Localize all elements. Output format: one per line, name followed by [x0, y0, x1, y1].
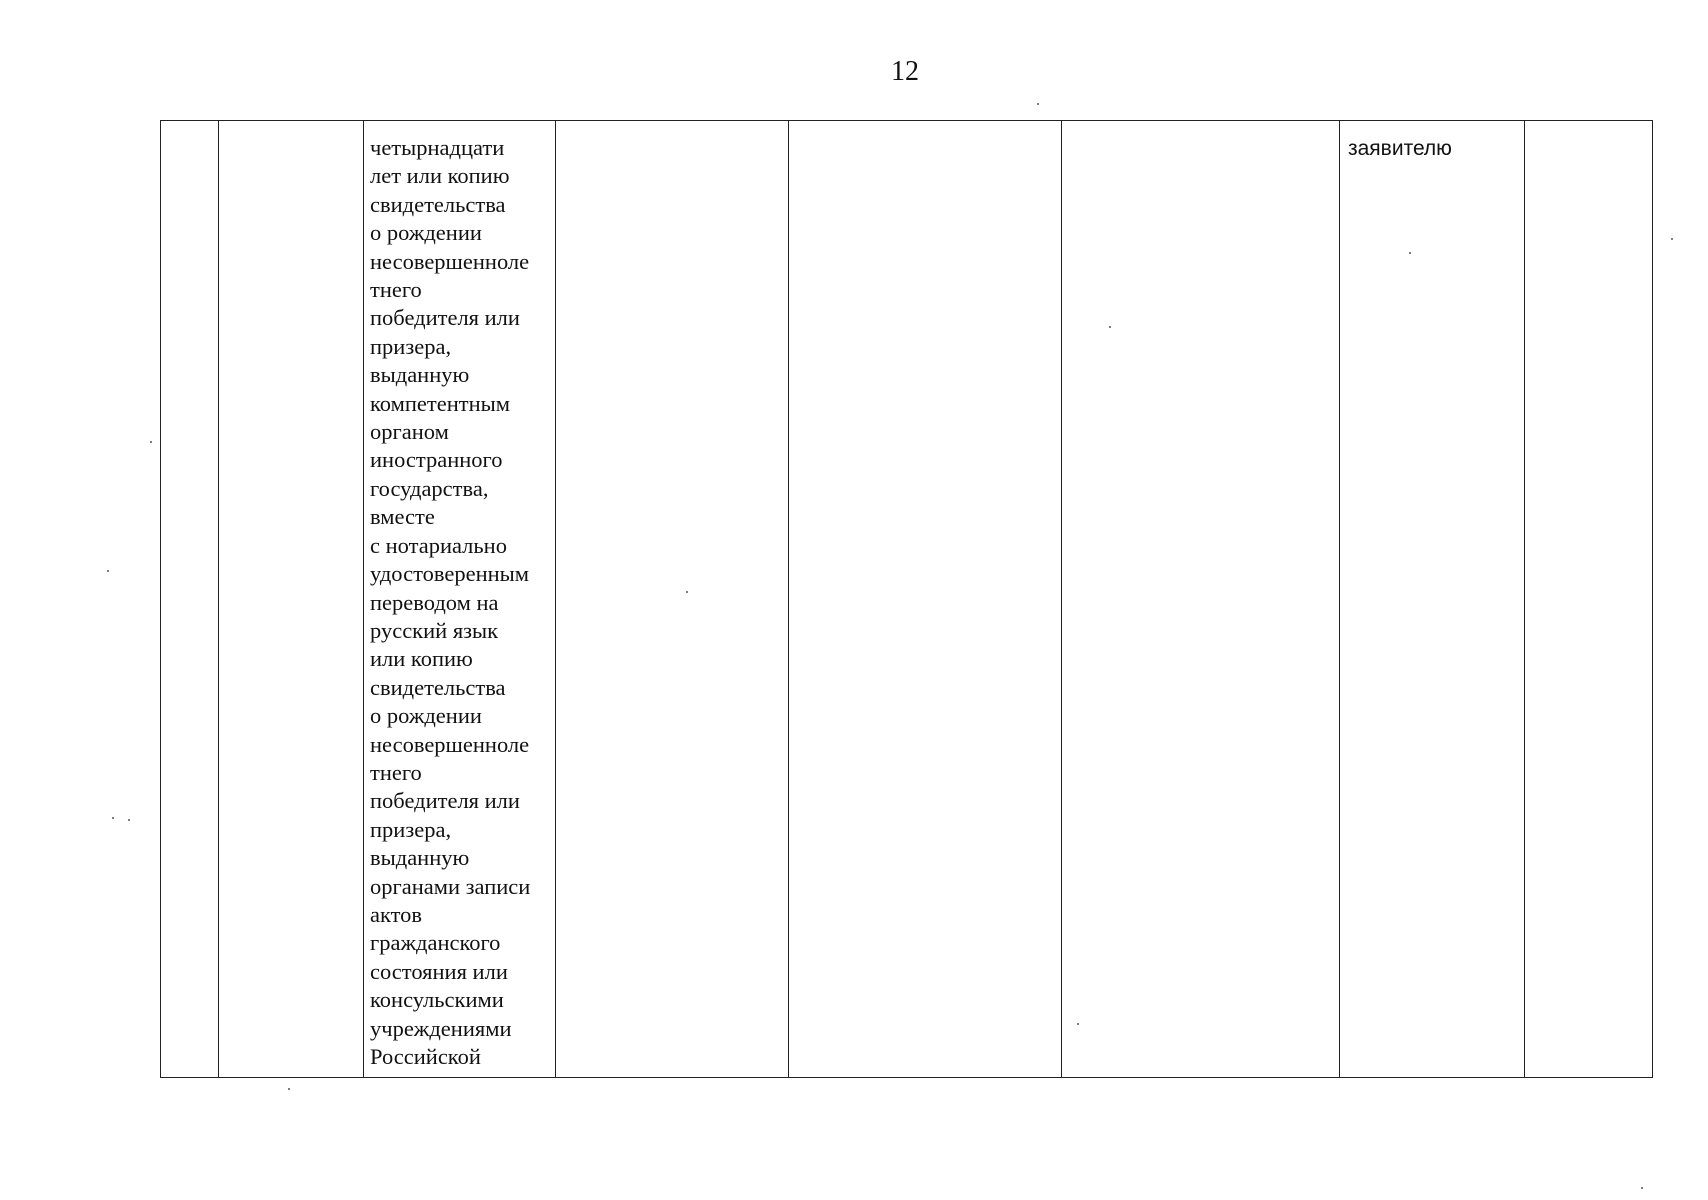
- scan-speck: [112, 817, 114, 819]
- document-table: [160, 120, 1653, 1078]
- scan-speck: [1409, 252, 1411, 254]
- table-cell-col-2: [219, 121, 364, 1078]
- scan-speck: [1671, 238, 1673, 240]
- table-cell-col-6: [1062, 121, 1340, 1078]
- table-cell-col-8: [1525, 121, 1653, 1078]
- scan-speck: [1077, 1023, 1079, 1025]
- scan-speck: [288, 1088, 290, 1090]
- table-cell-col-3: [364, 121, 556, 1078]
- cell-text: заявителю: [1348, 137, 1452, 160]
- page-number: 12: [891, 56, 919, 87]
- scan-speck: [107, 570, 109, 572]
- scan-speck: [1037, 103, 1039, 105]
- cell-text: [789, 121, 1061, 134]
- scan-speck: [1109, 326, 1111, 328]
- table-cell-col-4: [556, 121, 789, 1078]
- scan-speck: [686, 591, 688, 593]
- table-row: [161, 121, 1653, 1078]
- table-cell-col-7: [1340, 121, 1525, 1078]
- cell-text: [219, 121, 363, 134]
- scan-speck: [128, 819, 130, 821]
- cell-text: [1525, 121, 1652, 134]
- table-cell-col-1: [161, 121, 219, 1078]
- cell-text: [1062, 121, 1339, 134]
- cell-text: четырнадцати лет или копию свидетельства о рождении несовершенноле тнего победителя или призера, выданную компетентным органом иностранного государства, вместе с нотариально удостоверенным переводом на русский язык или копию свидетельства о рождении несовершенноле тнего победителя или призера, выданную органами записи актов гражданского состояния или консульскими учреждениями Российской: [370, 135, 531, 1069]
- scan-speck: [150, 441, 152, 443]
- scan-speck: [1641, 1187, 1643, 1189]
- cell-text: [556, 121, 788, 134]
- cell-text: [161, 121, 218, 134]
- table-cell-col-5: [789, 121, 1062, 1078]
